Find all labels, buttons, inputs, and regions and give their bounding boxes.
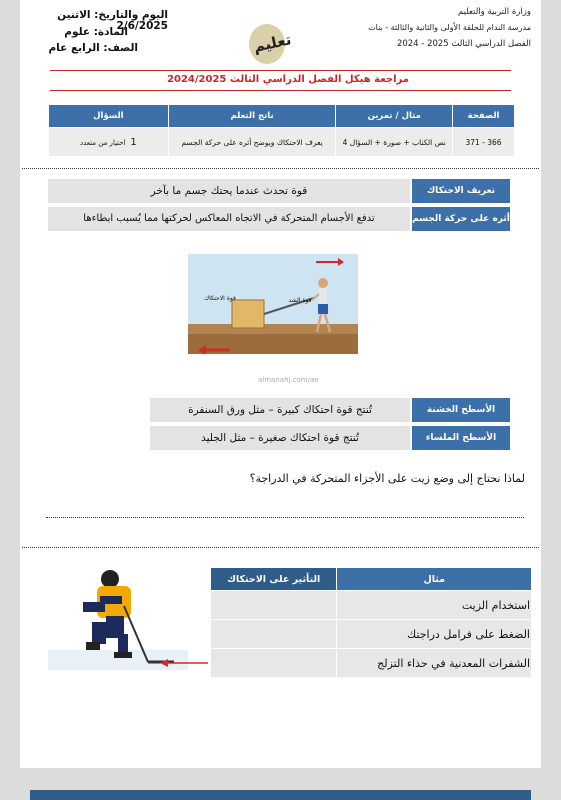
example-row-text: الضغط على فرامل دراجتك	[337, 620, 532, 649]
col-question: السؤال	[49, 105, 169, 128]
answer-line[interactable]	[46, 517, 524, 518]
example-row-answer[interactable]	[211, 649, 337, 678]
title-rule-top	[50, 70, 511, 71]
ministry-logo	[245, 18, 295, 66]
definition-text: قوة تحدث عندما يحتك جسم ما بآخر	[48, 179, 410, 203]
title-rule-bottom	[50, 90, 511, 91]
grade-line: الصف: الرابع عام	[48, 42, 138, 54]
watermark: almanahj.com/ae	[258, 376, 319, 384]
example-row-answer[interactable]	[211, 620, 337, 649]
friction-label: قوة الاحتكاك	[204, 295, 236, 302]
friction-illustration	[188, 254, 358, 354]
next-page-header-strip	[30, 790, 531, 800]
logo-text: تعليم	[251, 30, 293, 56]
oil-question: لماذا نحتاج إلى وضع زيت على الأجزاء المتحركة في الدراجة؟	[249, 472, 525, 485]
pull-label: قوة الشد	[288, 297, 312, 304]
col-page: الصفحة	[453, 105, 515, 128]
cell-example: نص الكتاب + صورة + السؤال 4	[336, 128, 453, 157]
col-outcome: ناتج التعلم	[168, 105, 336, 128]
date-line: اليوم والتاريخ: الاثنين 2/6/2025	[57, 9, 168, 32]
ministry-name: وزارة التربية والتعليم	[458, 7, 531, 17]
example-row-answer[interactable]	[211, 591, 337, 620]
effect-label: أثره على حركة الجسم	[412, 207, 510, 231]
divider	[22, 168, 539, 169]
effect-text: تدفع الأجسام المتحركة في الاتجاه المعاكس لحركتها مما يُسبب ابطاءها	[48, 207, 410, 231]
col-example: مثال / تمرين	[336, 105, 453, 128]
cell-outcome: يعرف الاحتكاك ويوضح أثره على حركة الجسم	[168, 128, 336, 157]
worksheet-page	[20, 0, 541, 768]
rough-label: الأسطح الخشنة	[412, 398, 510, 422]
question-number: 1	[130, 136, 137, 148]
divider	[22, 547, 539, 548]
definition-label: تعريف الاحتكاك	[412, 179, 510, 203]
page-title: مراجعة هيكل الفصل الدراسي الثالث 2024/2025	[167, 74, 409, 85]
term-name: الفصل الدراسي الثالث 2025 - 2024	[396, 39, 531, 49]
structure-table	[48, 104, 515, 157]
cell-page: 371 - 366	[453, 128, 515, 157]
example-row-text: استخدام الزيت	[337, 591, 532, 620]
question-type: اختيار من متعدد	[80, 138, 126, 147]
rough-text: تُنتج قوة احتكاك كبيرة – مثل ورق السنفرة	[150, 398, 410, 422]
col-effect: التأثير على الاحتكاك	[211, 568, 337, 591]
smooth-label: الأسطح الملساء	[412, 426, 510, 450]
example-row-text: الشفرات المعدنية في حذاء التزلج	[337, 649, 532, 678]
examples-table	[210, 567, 532, 678]
skate-arrow	[160, 654, 210, 666]
cell-question	[49, 128, 169, 157]
col-example: مثال	[337, 568, 532, 591]
subject-line: المادة: علوم	[64, 26, 128, 38]
school-name: مدرسة الندام للحلقة الأولى والثانية والثالثة - بنات	[368, 23, 531, 32]
smooth-text: تُنتج قوة احتكاك صغيرة – مثل الجليد	[150, 426, 410, 450]
